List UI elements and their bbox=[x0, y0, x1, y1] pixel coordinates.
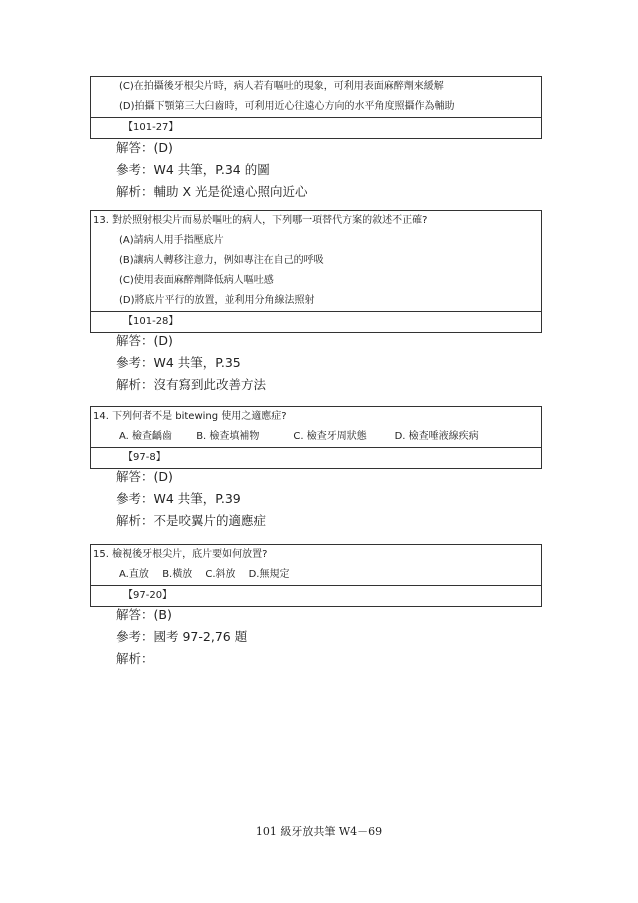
question-14-stem: 14. 下列何者不是 bitewing 使用之適應症? bbox=[93, 411, 287, 422]
question-14-answer: 解答：(D) bbox=[116, 469, 173, 484]
question-13-analysis: 解析：沒有寫到此改善方法 bbox=[116, 377, 267, 392]
question-12-box bbox=[90, 76, 542, 139]
question-12-source-tag: 【101-27】 bbox=[91, 117, 541, 138]
question-15-box bbox=[90, 544, 542, 607]
question-13-reference: 參考：W4 共筆，P.35 bbox=[116, 355, 241, 370]
question-14-answer-block bbox=[116, 466, 266, 532]
question-13-box bbox=[90, 210, 542, 333]
question-15-option-a: A.直放 bbox=[119, 569, 149, 580]
question-12-option-c: (C)在拍攝後牙根尖片時，病人若有嘔吐的現象，可利用表面麻醉劑來緩解 bbox=[119, 81, 444, 92]
page-footer: 101 級牙放共筆 W4－69 bbox=[255, 825, 383, 838]
question-13-option-c: (C)使用表面麻醉劑降低病人嘔吐感 bbox=[119, 275, 274, 286]
question-14-options bbox=[91, 427, 541, 447]
question-14-option-d: D. 檢查唾液線疾病 bbox=[394, 431, 479, 442]
question-15-options bbox=[91, 565, 541, 585]
question-14-option-c: C. 檢查牙周狀態 bbox=[293, 431, 367, 442]
question-12-answer: 解答：(D) bbox=[116, 140, 173, 155]
question-13-option-b: (B)讓病人轉移注意力，例如專注在自己的呼吸 bbox=[119, 255, 324, 266]
question-12-answer-block bbox=[116, 137, 308, 203]
question-15-analysis: 解析： bbox=[116, 651, 154, 666]
question-15-option-b: B.橫放 bbox=[162, 569, 193, 580]
question-15-answer-block bbox=[116, 604, 247, 670]
question-13-answer: 解答：(D) bbox=[116, 333, 173, 348]
question-15-option-c: C.斜放 bbox=[205, 569, 236, 580]
question-14-option-a: A. 檢查齲齒 bbox=[119, 431, 173, 442]
question-14-reference: 參考：W4 共筆，P.39 bbox=[116, 491, 241, 506]
question-13-option-a: (A)請病人用手指壓底片 bbox=[119, 235, 224, 246]
question-14-option-b: B. 檢查填補物 bbox=[196, 431, 260, 442]
question-14-box bbox=[90, 406, 542, 469]
question-15-option-d: D.無規定 bbox=[248, 569, 290, 580]
question-13-source-tag: 【101-28】 bbox=[91, 311, 541, 332]
question-12-analysis: 解析：輔助 X 光是從遠心照向近心 bbox=[116, 184, 308, 199]
question-13-option-d: (D)將底片平行的放置，並利用分角線法照射 bbox=[119, 295, 315, 306]
question-12-reference: 參考：W4 共筆，P.34 的圖 bbox=[116, 162, 270, 177]
question-15-answer: 解答：(B) bbox=[116, 607, 172, 622]
question-14-source-tag: 【97-8】 bbox=[91, 447, 541, 468]
question-13-stem: 13. 對於照射根尖片而易於嘔吐的病人，下列哪一項替代方案的敘述不正確? bbox=[93, 215, 428, 226]
question-14-analysis: 解析：不是咬翼片的適應症 bbox=[116, 513, 267, 528]
question-13-answer-block bbox=[116, 330, 266, 396]
question-15-reference: 參考：國考 97-2,76 題 bbox=[116, 629, 248, 644]
question-15-source-tag: 【97-20】 bbox=[91, 585, 541, 606]
question-12-option-d: (D)拍攝下顎第三大臼齒時，可利用近心往遠心方向的水平角度照攝作為輔助 bbox=[119, 101, 455, 112]
question-15-stem: 15. 檢視後牙根尖片，底片要如何放置? bbox=[93, 549, 268, 560]
